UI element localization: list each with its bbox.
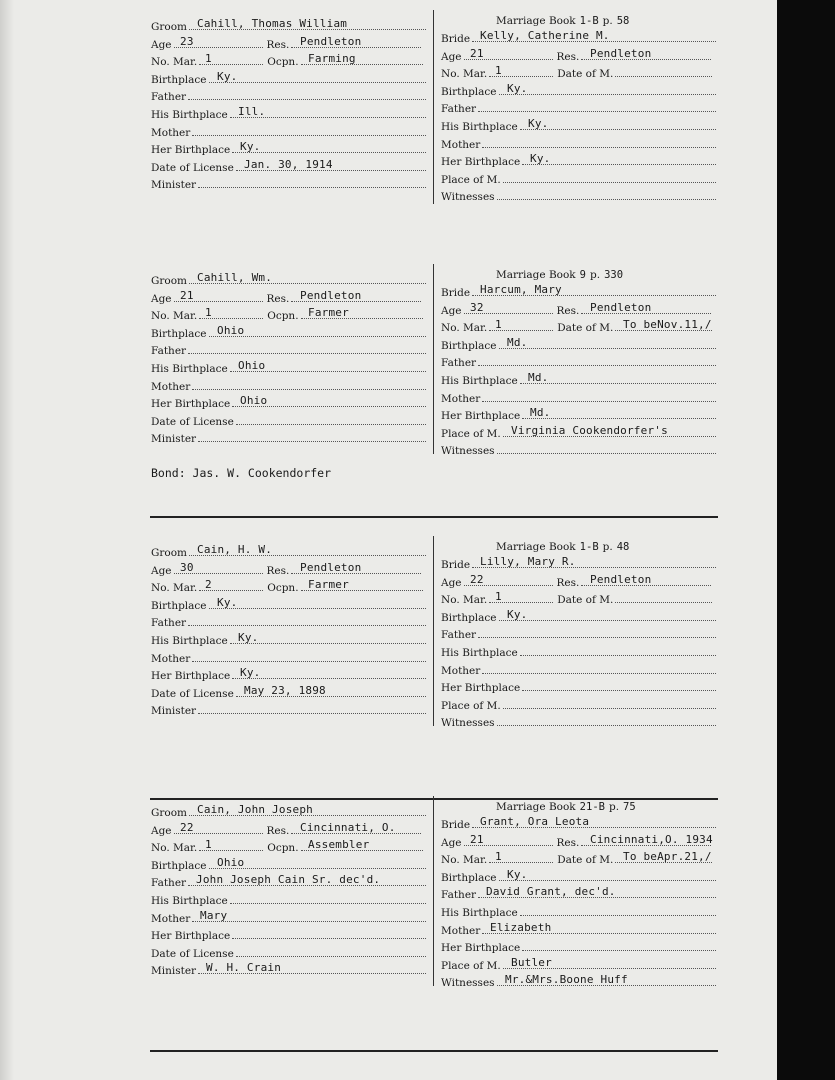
groom-age-value: 21 bbox=[180, 288, 194, 302]
groom-mother-label: Mother bbox=[151, 912, 191, 925]
bride-birthplace-value: Ky. bbox=[507, 867, 528, 881]
page-label: p. bbox=[602, 541, 613, 553]
marriage-book-label: Marriage Book bbox=[496, 801, 576, 813]
groom-ocpn-value: Assembler bbox=[308, 838, 370, 852]
groom-father-value: John Joseph Cain Sr. dec'd. bbox=[196, 873, 381, 887]
groom-no-mar-value: 2 bbox=[205, 578, 212, 592]
record-divider bbox=[433, 264, 434, 454]
bride-her-birthplace-value: Ky. bbox=[530, 152, 551, 166]
bride-her-birthplace-label: Her Birthplace bbox=[441, 156, 521, 169]
bride-date-of-m-label: Date of M. bbox=[557, 68, 614, 81]
groom-groom-value: Cahill, Wm. bbox=[197, 271, 273, 284]
bride-birthplace-label: Birthplace bbox=[441, 85, 497, 98]
groom-minister-field bbox=[151, 704, 428, 718]
groom-groom-label: Groom bbox=[151, 807, 188, 819]
groom-birthplace-value: Ky. bbox=[217, 69, 238, 83]
bride-bride-field bbox=[441, 29, 718, 46]
groom-his-birthplace-field bbox=[151, 359, 428, 376]
bride-bride-value: Kelly, Catherine M. bbox=[480, 29, 610, 42]
bottom-rule bbox=[150, 1050, 718, 1052]
page-label: p. bbox=[608, 801, 620, 813]
groom-his-birthplace-label: His Birthplace bbox=[151, 109, 228, 121]
groom-date-of-license-label: Date of License bbox=[151, 947, 234, 960]
groom-date-of-license-field bbox=[151, 947, 428, 961]
bride-no-mar-field bbox=[441, 590, 718, 607]
groom-her-birthplace-label: Her Birthplace bbox=[151, 144, 231, 157]
groom-her-birthplace-label: Her Birthplace bbox=[151, 670, 231, 683]
groom-res-value: Pendleton bbox=[300, 288, 362, 302]
bride-his-birthplace-field bbox=[441, 646, 718, 660]
groom-minister-label: Minister bbox=[151, 433, 197, 446]
bride-age-label: Age bbox=[441, 304, 462, 317]
groom-res-label: Res. bbox=[266, 38, 290, 51]
groom-groom-field bbox=[151, 271, 428, 288]
groom-no-mar-label: No. Mar. bbox=[151, 56, 198, 69]
bride-age-label: Age bbox=[441, 836, 462, 849]
bride-father-label: Father bbox=[441, 357, 477, 370]
bride-no-mar-field bbox=[441, 64, 718, 81]
groom-age-label: Age bbox=[151, 564, 172, 577]
groom-age-value: 22 bbox=[180, 820, 194, 834]
groom-minister-value: W. H. Crain bbox=[206, 961, 282, 975]
groom-no-mar-value: 1 bbox=[205, 838, 212, 852]
bride-bride-field bbox=[441, 555, 718, 572]
groom-minister-label: Minister bbox=[151, 705, 197, 718]
groom-mother-label: Mother bbox=[151, 380, 191, 393]
groom-age-label: Age bbox=[151, 38, 172, 51]
bride-res-value: Cincinnati,O. 1934 bbox=[590, 832, 713, 846]
groom-birthplace-label: Birthplace bbox=[151, 327, 207, 340]
bride-bride-field bbox=[441, 815, 718, 832]
bride-mother-value: Elizabeth bbox=[490, 920, 552, 934]
groom-her-birthplace-field bbox=[151, 394, 428, 411]
groom-mother-field bbox=[151, 126, 428, 140]
bride-her-birthplace-field bbox=[441, 406, 718, 423]
groom-father-label: Father bbox=[151, 345, 187, 358]
bride-father-label: Father bbox=[441, 103, 477, 116]
bride-place-of-m-value: Butler bbox=[511, 955, 552, 969]
groom-birthplace-field bbox=[151, 323, 428, 341]
bride-birthplace-value: Md. bbox=[507, 335, 528, 349]
bride-father-value: David Grant, dec'd. bbox=[486, 885, 616, 899]
bride-witnesses-field bbox=[441, 444, 718, 458]
page-label: p. bbox=[602, 15, 613, 27]
groom-res-label: Res. bbox=[266, 564, 290, 577]
bride-res-value: Pendleton bbox=[590, 572, 652, 586]
bride-no-mar-value: 1 bbox=[495, 64, 502, 78]
bride-no-mar-field bbox=[441, 318, 718, 335]
groom-his-birthplace-field bbox=[151, 894, 428, 908]
bride-witnesses-value: Mr.&Mrs.Boone Huff bbox=[505, 973, 628, 987]
bride-witnesses-field bbox=[441, 190, 718, 204]
bride-place-of-m-label: Place of M. bbox=[441, 959, 501, 972]
bride-her-birthplace-field bbox=[441, 941, 718, 955]
bride-place-of-m-label: Place of M. bbox=[441, 173, 501, 186]
bride-place-of-m-field bbox=[441, 423, 718, 441]
marriage-book-label: Marriage Book bbox=[496, 15, 576, 27]
bride-his-birthplace-value: Ky. bbox=[528, 117, 549, 130]
bride-father-field bbox=[441, 885, 718, 902]
groom-age-label: Age bbox=[151, 824, 172, 837]
groom-his-birthplace-label: His Birthplace bbox=[151, 363, 228, 375]
bride-birthplace-value: Ky. bbox=[507, 81, 528, 95]
bride-bride-value: Grant, Ora Leota bbox=[480, 815, 590, 828]
groom-date-of-license-field bbox=[151, 415, 428, 429]
groom-age-field bbox=[151, 820, 428, 838]
page-value: 330 bbox=[604, 269, 624, 281]
bride-her-birthplace-field bbox=[441, 152, 718, 169]
bride-date-of-m-label: Date of M. bbox=[557, 854, 614, 867]
groom-father-field bbox=[151, 616, 428, 630]
bride-no-mar-label: No. Mar. bbox=[441, 322, 488, 335]
groom-ocpn-label: Ocpn. bbox=[267, 582, 299, 595]
bride-his-birthplace-field bbox=[441, 117, 718, 134]
groom-birthplace-label: Birthplace bbox=[151, 859, 207, 872]
bride-no-mar-label: No. Mar. bbox=[441, 594, 488, 607]
bride-res-label: Res. bbox=[556, 836, 580, 849]
bride-birthplace-value: Ky. bbox=[507, 607, 528, 621]
groom-mother-field bbox=[151, 380, 428, 394]
bride-res-label: Res. bbox=[556, 50, 580, 63]
bride-place-of-m-field bbox=[441, 173, 718, 187]
bride-age-field bbox=[441, 572, 718, 590]
bride-bride-label: Bride bbox=[441, 287, 471, 299]
groom-age-label: Age bbox=[151, 292, 172, 305]
bride-age-field bbox=[441, 832, 718, 850]
groom-no-mar-label: No. Mar. bbox=[151, 310, 198, 323]
bride-mother-field bbox=[441, 920, 718, 938]
marriage-book-label: Marriage Book bbox=[496, 541, 576, 553]
bride-age-field bbox=[441, 46, 718, 64]
groom-mother-label: Mother bbox=[151, 652, 191, 665]
bride-no-mar-value: 1 bbox=[495, 318, 502, 332]
bride-birthplace-label: Birthplace bbox=[441, 339, 497, 352]
page-label: p. bbox=[590, 269, 601, 281]
bride-age-label: Age bbox=[441, 576, 462, 589]
page-value: 58 bbox=[616, 15, 630, 27]
bride-birthplace-field bbox=[441, 607, 718, 625]
marriage-book-value: 9 bbox=[579, 269, 586, 281]
record-divider bbox=[433, 10, 434, 204]
page-value: 75 bbox=[623, 801, 636, 813]
groom-her-birthplace-field bbox=[151, 929, 428, 943]
groom-her-birthplace-field bbox=[151, 666, 428, 683]
groom-no-mar-value: 1 bbox=[205, 52, 212, 66]
groom-minister-field bbox=[151, 961, 428, 978]
bride-mother-label: Mother bbox=[441, 664, 481, 677]
bride-father-field bbox=[441, 628, 718, 642]
groom-birthplace-field bbox=[151, 855, 428, 873]
groom-minister-label: Minister bbox=[151, 179, 197, 192]
groom-res-value: Pendleton bbox=[300, 34, 362, 48]
groom-birthplace-field bbox=[151, 595, 428, 613]
groom-father-field bbox=[151, 344, 428, 358]
groom-date-of-license-field bbox=[151, 157, 428, 175]
bride-witnesses-label: Witnesses bbox=[441, 191, 495, 204]
groom-mother-field bbox=[151, 908, 428, 926]
marriage-book-heading bbox=[496, 268, 623, 282]
groom-groom-value: Cain, H. W. bbox=[197, 543, 273, 556]
bride-place-of-m-label: Place of M. bbox=[441, 427, 501, 440]
bride-witnesses-label: Witnesses bbox=[441, 977, 495, 990]
bride-her-birthplace-label: Her Birthplace bbox=[441, 682, 521, 695]
bride-bride-value: Lilly, Mary R. bbox=[480, 555, 576, 568]
groom-his-birthplace-value: Ill. bbox=[238, 105, 266, 118]
groom-mother-label: Mother bbox=[151, 126, 191, 139]
groom-his-birthplace-label: His Birthplace bbox=[151, 895, 228, 907]
bride-age-value: 22 bbox=[470, 572, 484, 586]
groom-her-birthplace-value: Ky. bbox=[240, 140, 261, 154]
marriage-book-value: 1-B bbox=[579, 15, 599, 27]
bride-his-birthplace-label: His Birthplace bbox=[441, 121, 518, 133]
marriage-book-value: 21-B bbox=[579, 801, 605, 813]
bride-her-birthplace-field bbox=[441, 681, 718, 695]
record-divider bbox=[433, 796, 434, 986]
bond-note: Bond: Jas. W. Cookendorfer bbox=[151, 466, 332, 480]
bride-mother-field bbox=[441, 138, 718, 152]
groom-res-label: Res. bbox=[266, 824, 290, 837]
groom-minister-field bbox=[151, 178, 428, 192]
bride-date-of-m-label: Date of M. bbox=[557, 594, 614, 607]
groom-date-of-license-label: Date of License bbox=[151, 687, 234, 700]
bride-res-label: Res. bbox=[556, 576, 580, 589]
groom-his-birthplace-label: His Birthplace bbox=[151, 635, 228, 647]
groom-his-birthplace-value: Ohio bbox=[238, 359, 266, 372]
groom-father-label: Father bbox=[151, 617, 187, 630]
bride-birthplace-field bbox=[441, 867, 718, 885]
groom-res-value: Cincinnati, O. bbox=[300, 820, 396, 834]
bride-his-birthplace-label: His Birthplace bbox=[441, 907, 518, 919]
bride-age-value: 32 bbox=[470, 300, 484, 314]
groom-groom-field bbox=[151, 17, 428, 34]
groom-father-label: Father bbox=[151, 91, 187, 104]
groom-res-value: Pendleton bbox=[300, 560, 362, 574]
groom-mother-value: Mary bbox=[200, 908, 228, 922]
bride-her-birthplace-label: Her Birthplace bbox=[441, 410, 521, 423]
bride-father-label: Father bbox=[441, 889, 477, 902]
bride-place-of-m-field bbox=[441, 955, 718, 973]
bride-bride-value: Harcum, Mary bbox=[480, 283, 562, 296]
groom-res-label: Res. bbox=[266, 292, 290, 305]
groom-groom-field bbox=[151, 543, 428, 560]
bride-mother-label: Mother bbox=[441, 392, 481, 405]
bride-mother-label: Mother bbox=[441, 138, 481, 151]
bride-date-of-m-label: Date of M. bbox=[557, 322, 614, 335]
groom-groom-label: Groom bbox=[151, 275, 188, 287]
bride-bride-field bbox=[441, 283, 718, 300]
bride-bride-label: Bride bbox=[441, 33, 471, 45]
groom-groom-label: Groom bbox=[151, 21, 188, 33]
groom-ocpn-label: Ocpn. bbox=[267, 842, 299, 855]
groom-her-birthplace-value: Ky. bbox=[240, 666, 261, 680]
groom-birthplace-value: Ky. bbox=[217, 595, 238, 609]
groom-mother-field bbox=[151, 652, 428, 666]
groom-ocpn-value: Farmer bbox=[308, 306, 349, 320]
bride-his-birthplace-value: Md. bbox=[528, 371, 549, 384]
groom-age-field bbox=[151, 288, 428, 306]
groom-birthplace-label: Birthplace bbox=[151, 73, 207, 86]
record-separator bbox=[150, 516, 718, 518]
bride-birthplace-label: Birthplace bbox=[441, 611, 497, 624]
bride-mother-label: Mother bbox=[441, 924, 481, 937]
groom-no-mar-field bbox=[151, 838, 428, 855]
bride-birthplace-field bbox=[441, 335, 718, 353]
bride-witnesses-label: Witnesses bbox=[441, 445, 495, 458]
groom-no-mar-field bbox=[151, 306, 428, 323]
groom-age-field bbox=[151, 560, 428, 578]
groom-no-mar-label: No. Mar. bbox=[151, 842, 198, 855]
groom-minister-field bbox=[151, 432, 428, 446]
bride-mother-field bbox=[441, 664, 718, 678]
groom-ocpn-label: Ocpn. bbox=[267, 56, 299, 69]
scan-left-edge bbox=[0, 0, 14, 1080]
bride-age-label: Age bbox=[441, 50, 462, 63]
groom-her-birthplace-label: Her Birthplace bbox=[151, 930, 231, 943]
groom-date-of-license-label: Date of License bbox=[151, 161, 234, 174]
bride-date-of-m-value: To beNov.11,/ bbox=[623, 318, 712, 332]
bride-no-mar-field bbox=[441, 850, 718, 867]
bride-no-mar-label: No. Mar. bbox=[441, 854, 488, 867]
bride-father-field bbox=[441, 102, 718, 116]
groom-her-birthplace-label: Her Birthplace bbox=[151, 398, 231, 411]
groom-age-value: 30 bbox=[180, 560, 194, 574]
marriage-book-heading bbox=[496, 540, 629, 554]
groom-no-mar-value: 1 bbox=[205, 306, 212, 320]
marriage-book-value: 1-B bbox=[579, 541, 599, 553]
bride-no-mar-label: No. Mar. bbox=[441, 68, 488, 81]
groom-his-birthplace-field bbox=[151, 631, 428, 648]
groom-groom-value: Cain, John Joseph bbox=[197, 803, 313, 816]
scan-right-edge bbox=[777, 0, 835, 1080]
bride-age-field bbox=[441, 300, 718, 318]
marriage-book-heading bbox=[496, 14, 629, 28]
bride-witnesses-label: Witnesses bbox=[441, 717, 495, 730]
bride-place-of-m-label: Place of M. bbox=[441, 699, 501, 712]
groom-his-birthplace-field bbox=[151, 105, 428, 122]
groom-no-mar-field bbox=[151, 578, 428, 595]
groom-ocpn-label: Ocpn. bbox=[267, 310, 299, 323]
bride-her-birthplace-label: Her Birthplace bbox=[441, 942, 521, 955]
groom-groom-field bbox=[151, 803, 428, 820]
bride-bride-label: Bride bbox=[441, 559, 471, 571]
bride-his-birthplace-label: His Birthplace bbox=[441, 375, 518, 387]
groom-his-birthplace-value: Ky. bbox=[238, 631, 259, 644]
groom-father-field bbox=[151, 873, 428, 890]
bride-res-value: Pendleton bbox=[590, 46, 652, 60]
groom-father-field bbox=[151, 90, 428, 104]
bride-his-birthplace-field bbox=[441, 371, 718, 388]
bride-res-label: Res. bbox=[556, 304, 580, 317]
groom-minister-label: Minister bbox=[151, 965, 197, 978]
bride-no-mar-value: 1 bbox=[495, 590, 502, 604]
page-value: 48 bbox=[616, 541, 630, 553]
groom-birthplace-value: Ohio bbox=[217, 855, 245, 869]
bride-no-mar-value: 1 bbox=[495, 850, 502, 864]
groom-birthplace-value: Ohio bbox=[217, 323, 245, 337]
bride-res-value: Pendleton bbox=[590, 300, 652, 314]
bride-place-of-m-value: Virginia Cookendorfer's bbox=[511, 423, 668, 437]
groom-groom-label: Groom bbox=[151, 547, 188, 559]
groom-age-value: 23 bbox=[180, 34, 194, 48]
bride-bride-label: Bride bbox=[441, 819, 471, 831]
groom-date-of-license-value: May 23, 1898 bbox=[244, 683, 326, 697]
marriage-book-heading bbox=[496, 800, 636, 814]
groom-her-birthplace-field bbox=[151, 140, 428, 157]
bride-father-field bbox=[441, 356, 718, 370]
groom-father-label: Father bbox=[151, 877, 187, 890]
groom-no-mar-field bbox=[151, 52, 428, 69]
record-divider bbox=[433, 536, 434, 726]
groom-date-of-license-value: Jan. 30, 1914 bbox=[244, 157, 333, 171]
bride-age-value: 21 bbox=[470, 46, 484, 60]
bride-age-value: 21 bbox=[470, 832, 484, 846]
bride-father-label: Father bbox=[441, 629, 477, 642]
groom-groom-value: Cahill, Thomas William bbox=[197, 17, 348, 30]
bride-her-birthplace-value: Md. bbox=[530, 406, 551, 420]
bride-his-birthplace-label: His Birthplace bbox=[441, 647, 518, 659]
groom-ocpn-value: Farming bbox=[308, 52, 356, 66]
bride-his-birthplace-field bbox=[441, 906, 718, 920]
groom-ocpn-value: Farmer bbox=[308, 578, 349, 592]
bride-date-of-m-value: To beApr.21,/ bbox=[623, 850, 712, 864]
groom-no-mar-label: No. Mar. bbox=[151, 582, 198, 595]
groom-date-of-license-field bbox=[151, 683, 428, 701]
groom-age-field bbox=[151, 34, 428, 52]
bride-place-of-m-field bbox=[441, 699, 718, 713]
groom-birthplace-field bbox=[151, 69, 428, 87]
groom-birthplace-label: Birthplace bbox=[151, 599, 207, 612]
bride-witnesses-field bbox=[441, 973, 718, 990]
bride-birthplace-field bbox=[441, 81, 718, 99]
bride-witnesses-field bbox=[441, 716, 718, 730]
marriage-book-label: Marriage Book bbox=[496, 269, 576, 281]
bride-mother-field bbox=[441, 392, 718, 406]
bride-birthplace-label: Birthplace bbox=[441, 871, 497, 884]
groom-date-of-license-label: Date of License bbox=[151, 415, 234, 428]
groom-her-birthplace-value: Ohio bbox=[240, 394, 268, 408]
